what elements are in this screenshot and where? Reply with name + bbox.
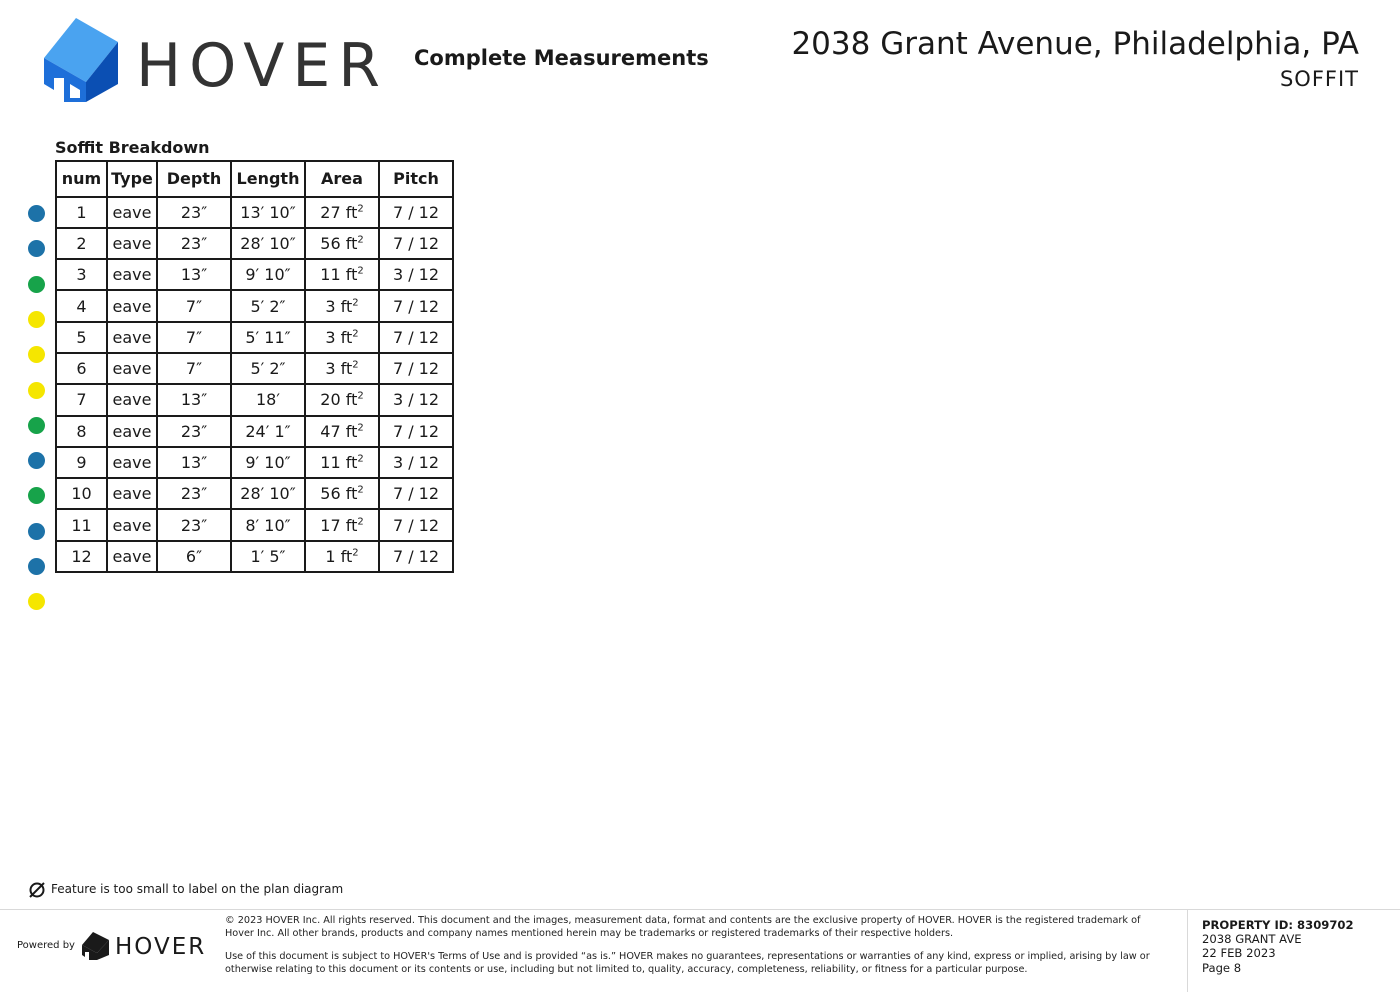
cell-depth: 7″ — [157, 322, 231, 353]
cell-pitch: 7 / 12 — [379, 353, 453, 384]
cell-length: 28′ 10″ — [231, 228, 305, 259]
property-id: PROPERTY ID: 8309702 — [1202, 918, 1354, 932]
column-header-length: Length — [231, 161, 305, 197]
table-row — [56, 228, 453, 259]
table-row — [56, 259, 453, 290]
row-color-marker — [28, 523, 45, 540]
table-row — [56, 541, 453, 572]
cell-num: 10 — [56, 478, 107, 509]
row-color-marker — [28, 452, 45, 469]
cell-area: 3 $ft^2$ — [305, 322, 379, 353]
column-header-pitch: Pitch — [379, 161, 453, 197]
cell-area: 47 $ft^2$ — [305, 416, 379, 447]
cell-num: 12 — [56, 541, 107, 572]
unit-superscript: 2 — [352, 359, 359, 371]
cell-type: eave — [107, 416, 157, 447]
table-row — [56, 197, 453, 228]
section-title: SOFFIT — [1279, 67, 1359, 91]
cell-pitch: 3 / 12 — [379, 384, 453, 415]
cell-num: 4 — [56, 290, 107, 321]
cell-num: 6 — [56, 353, 107, 384]
cell-pitch: 7 / 12 — [379, 478, 453, 509]
cell-pitch: 7 / 12 — [379, 541, 453, 572]
property-info — [1202, 918, 1354, 975]
cell-length: 9′ 10″ — [231, 447, 305, 478]
cell-depth: 23″ — [157, 197, 231, 228]
row-color-marker — [28, 382, 45, 399]
cell-pitch: 7 / 12 — [379, 509, 453, 540]
cell-area: 3 $ft^2$ — [305, 290, 379, 321]
row-color-marker — [28, 558, 45, 575]
cell-depth: 6″ — [157, 541, 231, 572]
cell-length: 13′ 10″ — [231, 197, 305, 228]
cell-num: 3 — [56, 259, 107, 290]
footer-brand-wordmark: HOVER — [115, 934, 207, 960]
cell-length: 1′ 5″ — [231, 541, 305, 572]
unit-superscript: 2 — [357, 265, 364, 277]
cell-pitch: 3 / 12 — [379, 447, 453, 478]
terms-text: Use of this document is subject to HOVER's Terms of Use and is provided “as is.” HOVER makes no guarantees, representations or warranties of any kind, express or implied, arising by law or otherwise relating to this document or its contents or use, including but not limited to, quality, accuracy, completeness, reliability, or fitness for a particular purpose. — [225, 951, 1150, 975]
cell-length: 5′ 2″ — [231, 353, 305, 384]
table-row — [56, 384, 453, 415]
unit-superscript: 2 — [352, 297, 359, 309]
unit-superscript: 2 — [357, 453, 364, 465]
cell-length: 5′ 2″ — [231, 290, 305, 321]
cell-depth: 7″ — [157, 353, 231, 384]
column-header-depth: Depth — [157, 161, 231, 197]
cell-type: eave — [107, 478, 157, 509]
cell-num: 1 — [56, 197, 107, 228]
row-color-marker — [28, 593, 45, 610]
row-color-marker — [28, 487, 45, 504]
table-row — [56, 290, 453, 321]
cell-type: eave — [107, 384, 157, 415]
cell-depth: 23″ — [157, 416, 231, 447]
unit-superscript: 2 — [352, 328, 359, 340]
unit-superscript: 2 — [357, 391, 364, 403]
cell-area: 1 $ft^2$ — [305, 541, 379, 572]
cell-type: eave — [107, 353, 157, 384]
cell-type: eave — [107, 290, 157, 321]
copyright-text: © 2023 HOVER Inc. All rights reserved. This document and the images, measurement data, format and contents are the exclusive property of HOVER. HOVER is the registered trademark of Hover Inc. All other brands, products and company names mentioned herein may be trademarks or registered trademarks of their respective holders. — [225, 915, 1141, 939]
row-color-marker — [28, 205, 45, 222]
cell-num: 9 — [56, 447, 107, 478]
unit-superscript: 2 — [352, 547, 359, 559]
cell-area: 27 $ft^2$ — [305, 197, 379, 228]
cell-type: eave — [107, 197, 157, 228]
cell-area: 11 $ft^2$ — [305, 259, 379, 290]
table-header-row — [56, 161, 453, 197]
cell-type: eave — [107, 447, 157, 478]
report-date: 22 FEB 2023 — [1202, 946, 1276, 961]
page-number: Page 8 — [1202, 960, 1242, 975]
cell-length: 9′ 10″ — [231, 259, 305, 290]
cell-area: 11 $ft^2$ — [305, 447, 379, 478]
cell-num: 2 — [56, 228, 107, 259]
table-caption: Soffit Breakdown — [55, 138, 210, 157]
table-row — [56, 478, 453, 509]
hover-footer-logo-icon — [81, 931, 111, 961]
cell-num: 8 — [56, 416, 107, 447]
property-street: 2038 GRANT AVE — [1202, 932, 1302, 947]
legal-notice — [225, 915, 1170, 987]
powered-by-label: Powered by — [17, 940, 75, 951]
cell-pitch: 7 / 12 — [379, 416, 453, 447]
cell-type: eave — [107, 509, 157, 540]
cell-pitch: 3 / 12 — [379, 259, 453, 290]
cell-area: 20 $ft^2$ — [305, 384, 379, 415]
cell-depth: 13″ — [157, 447, 231, 478]
legend — [28, 880, 343, 899]
row-color-marker — [28, 240, 45, 257]
column-header-num: num — [56, 161, 107, 197]
unit-superscript: 2 — [357, 516, 364, 528]
unit-superscript: 2 — [357, 422, 364, 434]
footer-divider — [0, 909, 1400, 910]
table-row — [56, 447, 453, 478]
legend-text: Feature is too small to label on the plan diagram — [51, 882, 344, 896]
unit-superscript: 2 — [357, 234, 364, 246]
table-row — [56, 509, 453, 540]
table-row — [56, 416, 453, 447]
cell-depth: 23″ — [157, 228, 231, 259]
not-labeled-icon — [28, 881, 46, 899]
cell-pitch: 7 / 12 — [379, 197, 453, 228]
row-color-marker — [28, 417, 45, 434]
cell-area: 17 $ft^2$ — [305, 509, 379, 540]
brand-wordmark: HOVER — [136, 31, 388, 101]
cell-pitch: 7 / 12 — [379, 290, 453, 321]
cell-depth: 23″ — [157, 478, 231, 509]
cell-num: 7 — [56, 384, 107, 415]
cell-length: 5′ 11″ — [231, 322, 305, 353]
cell-area: 3 $ft^2$ — [305, 353, 379, 384]
cell-depth: 13″ — [157, 259, 231, 290]
cell-depth: 13″ — [157, 384, 231, 415]
cell-pitch: 7 / 12 — [379, 228, 453, 259]
cell-num: 5 — [56, 322, 107, 353]
table-row — [56, 353, 453, 384]
cell-type: eave — [107, 228, 157, 259]
cell-type: eave — [107, 541, 157, 572]
cell-length: 28′ 10″ — [231, 478, 305, 509]
cell-num: 11 — [56, 509, 107, 540]
cell-depth: 7″ — [157, 290, 231, 321]
column-header-type: Type — [107, 161, 157, 197]
cell-length: 18′ — [231, 384, 305, 415]
row-color-marker — [28, 346, 45, 363]
cell-depth: 23″ — [157, 509, 231, 540]
cell-pitch: 7 / 12 — [379, 322, 453, 353]
report-type-title: Complete Measurements — [414, 46, 709, 70]
soffit-breakdown-table — [55, 160, 454, 573]
cell-length: 8′ 10″ — [231, 509, 305, 540]
cell-type: eave — [107, 259, 157, 290]
cell-length: 24′ 1″ — [231, 416, 305, 447]
cell-type: eave — [107, 322, 157, 353]
hover-logo-icon — [42, 18, 122, 108]
unit-superscript: 2 — [357, 484, 364, 496]
cell-area: 56 $ft^2$ — [305, 228, 379, 259]
row-color-marker — [28, 276, 45, 293]
row-color-marker — [28, 311, 45, 328]
property-address: 2038 Grant Avenue, Philadelphia, PA — [791, 26, 1359, 62]
footer-vertical-divider — [1187, 910, 1188, 992]
column-header-area: Area — [305, 161, 379, 197]
unit-superscript: 2 — [357, 203, 364, 215]
table-row — [56, 322, 453, 353]
cell-area: 56 $ft^2$ — [305, 478, 379, 509]
